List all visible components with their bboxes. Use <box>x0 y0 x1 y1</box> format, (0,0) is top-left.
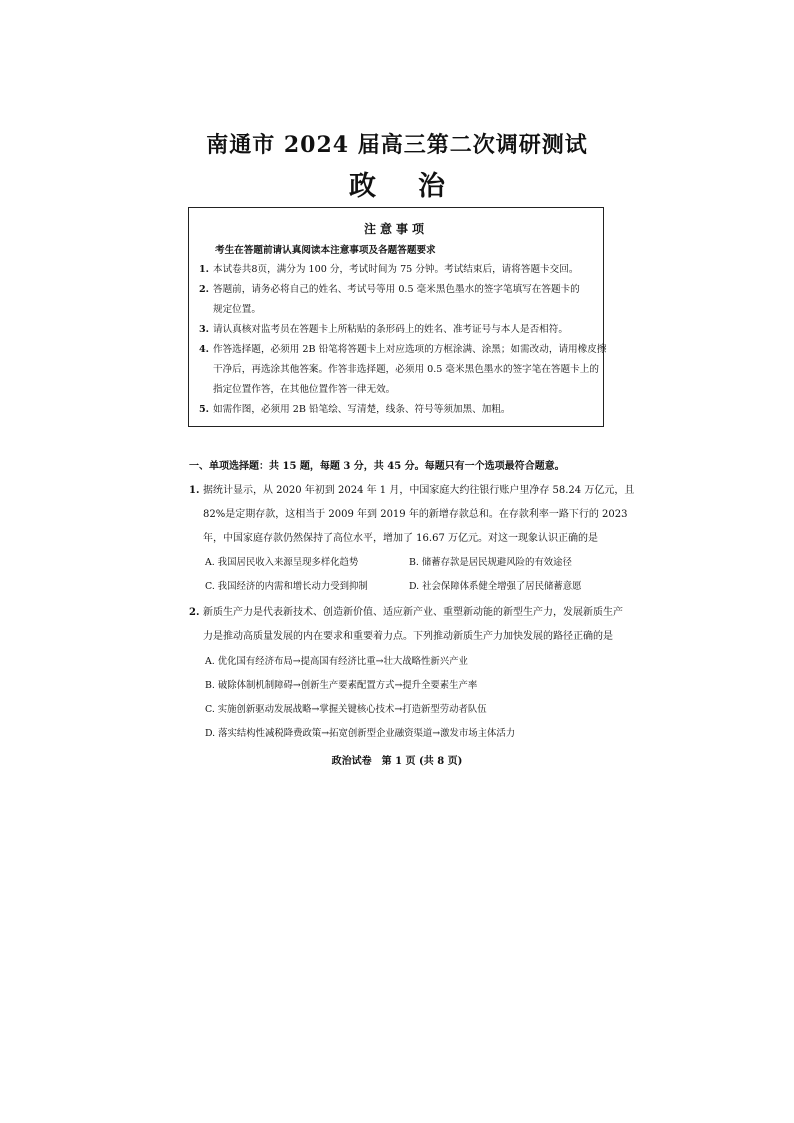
notice-item-number: 1. <box>199 263 210 275</box>
notice-item <box>199 265 593 277</box>
question-line: 82%是定期存款，这相当于 2009 年到 2019 年的新增存款总和。在存款利率一路下行的 2023 <box>203 509 628 520</box>
answer-option-c: C. 实施创新驱动发展战略→掌握关键核心技术→打造新型劳动者队伍 <box>205 704 487 715</box>
question-stem <box>189 505 627 518</box>
question-line: 力是推动高质量发展的内在要求和重要着力点。下列推动新质生产力加快发展的路径正确的是 <box>203 631 613 642</box>
notice-title: 注意事项 <box>363 222 428 236</box>
question-stem <box>189 603 623 616</box>
question-line: 据统计显示，从 2020 年初到 2024 年 1 月，中国家庭大约往银行账户里净存 58.24 万亿元，且 <box>203 485 635 496</box>
answer-option-b: B. 储蓄存款是居民规避风险的有效途径 <box>409 557 572 568</box>
answer-option-c: C. 我国经济的内需和增长动力受到抑制 <box>205 581 368 592</box>
question-stem <box>189 481 634 494</box>
question-stem <box>189 627 613 640</box>
answer-option-b: B. 破除体制机制障碍→创新生产要素配置方式→提升全要素生产率 <box>205 680 478 691</box>
answer-option-d: D. 社会保障体系健全增强了居民储蓄意愿 <box>409 581 582 592</box>
notice-item <box>199 325 593 337</box>
exam-title: 南通市 2024 届高三第二次调研测试 <box>206 132 588 158</box>
notice-item-line: 答题前，请务必将自己的姓名、考试号等用 0.5 毫米黑色墨水的签字笔填写在答题卡的 <box>213 283 580 295</box>
notice-item-number: 4. <box>199 343 210 355</box>
notice-item-line: 如需作图，必须用 2B 铅笔绘、写清楚，线条、符号等须加黑、加粗。 <box>213 403 511 415</box>
exam-subject: 政治 <box>349 171 487 202</box>
question-number: 2. <box>189 607 200 618</box>
notice-item <box>199 343 607 397</box>
notice-item-number: 5. <box>199 403 210 415</box>
notice-item-number: 3. <box>199 323 210 335</box>
notice-item-line: 指定位置作答，在其他位置作答一律无效。 <box>213 383 396 395</box>
notice-item-line: 规定位置。 <box>213 303 261 315</box>
notice-item-number: 2. <box>199 283 210 295</box>
page-footer: 政治试卷 第 1 页 (共 8 页) <box>331 756 463 767</box>
notice-box <box>188 207 607 427</box>
answer-option-d: D. 落实结构性减税降费政策→拓宽创新型企业融资渠道→激发市场主体活力 <box>205 728 516 739</box>
answer-option-a: A. 优化国有经济布局→提高国有经济比重→壮大战略性新兴产业 <box>205 656 468 667</box>
question-stem <box>189 529 598 542</box>
question-line: 新质生产力是代表新技术、创造新价值、适应新产业、重塑新动能的新型生产力，发展新质生产 <box>203 607 623 618</box>
notice-item-line: 请认真核对监考员在答题卡上所粘贴的条形码上的姓名、准考证号与本人是否相符。 <box>213 323 568 335</box>
notice-item <box>199 285 593 317</box>
notice-item-line: 作答选择题，必须用 2B 铅笔将答题卡上对应选项的方框涂满、涂黑；如需改动，请用橡皮擦 <box>213 343 607 355</box>
notice-item-line: 干净后，再选涂其他答案。作答非选择题，必须用 0.5 毫米黑色墨水的签字笔在答题卡上的 <box>213 363 599 375</box>
section-heading: 一、单项选择题：共 15 题，每题 3 分，共 45 分。每题只有一个选项最符合题意。 <box>189 461 565 472</box>
question-number: 1. <box>189 485 200 496</box>
answer-option-a: A. 我国居民收入来源呈现多样化趋势 <box>205 557 359 568</box>
question-line: 年，中国家庭存款仍然保持了高位水平，增加了 16.67 万亿元。对这一现象认识正确的是 <box>203 533 598 544</box>
notice-item-line: 本试卷共8页，满分为 100 分，考试时间为 75 分钟。考试结束后，请将答题卡交回。 <box>213 263 579 275</box>
notice-lead: 考生在答题前请认真阅读本注意事项及各题答题要求 <box>215 245 436 256</box>
notice-item <box>199 405 593 417</box>
